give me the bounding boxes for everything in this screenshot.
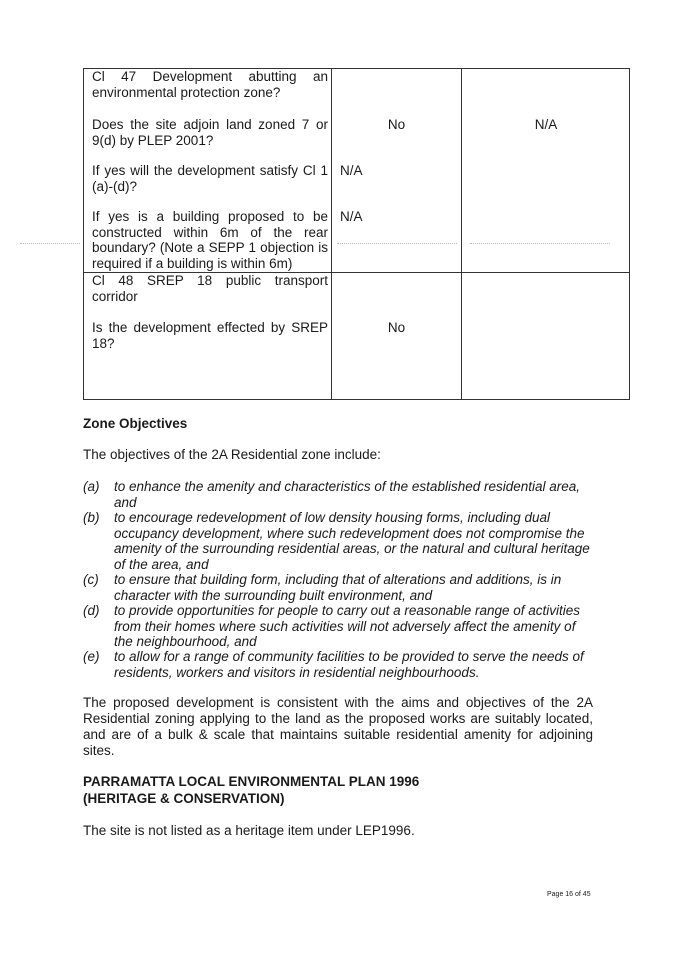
zone-objectives-heading: Zone Objectives xyxy=(83,416,188,431)
objective-item-b xyxy=(83,510,603,572)
dotted-divider-left xyxy=(20,243,80,244)
cl47-title: Cl 47 Development abutting an environmental protection zone? xyxy=(92,69,328,100)
zone-objectives-conclusion: The proposed development is consistent with the aims and objectives of the 2A Residential zoning applying to the land as the proposed works are suitably located, and are of a bulk & scale that maintains suitable residential amenity for adjoining sites. xyxy=(83,695,593,758)
lep-heading-line1: PARRAMATTA LOCAL ENVIRONMENTAL PLAN 1996 xyxy=(83,774,420,789)
objective-label: (c) xyxy=(83,572,99,587)
question-building-rear-boundary: If yes is a building proposed to be constructed within 6m of the rear boundary? (Note a SEPP 1 objection is required if a building is within 6m) xyxy=(92,209,328,271)
answer-adjoin-land: No xyxy=(387,117,406,132)
lep-heritage-text: The site is not listed as a heritage item under LEP1996. xyxy=(83,823,415,838)
question-adjoin-land: Does the site adjoin land zoned 7 or 9(d) by PLEP 2001? xyxy=(92,117,328,148)
objective-label: (d) xyxy=(83,603,100,618)
zone-objectives-intro: The objectives of the 2A Residential zone include: xyxy=(83,447,381,462)
objective-label: (a) xyxy=(83,479,100,494)
objective-label: (b) xyxy=(83,510,100,525)
objective-item-a xyxy=(83,479,603,510)
objective-text: to provide opportunities for people to carry out a reasonable range of activities from their homes where such activities will not adversely affect the amenity of the neighbourhood, and xyxy=(114,603,581,649)
answer-building-rear-boundary: N/A xyxy=(340,209,363,224)
compliance-table xyxy=(83,68,630,400)
answer-satisfy-cl1: N/A xyxy=(340,163,363,178)
question-srep18: Is the development effected by SREP 18? xyxy=(92,320,328,351)
objective-item-e xyxy=(83,649,603,680)
objective-text: to ensure that building form, including that of alterations and additions, is in character with the surrounding built environment, and xyxy=(114,572,562,603)
lep-heading-line2: (HERITAGE & CONSERVATION) xyxy=(83,791,285,806)
objective-text: to encourage redevelopment of low density housing forms, including dual occupancy development, where such redevelopment does not compromise the amenity of the surrounding residential areas, or the natural and cultural heritage of the area, and xyxy=(114,510,590,572)
question-satisfy-cl1: If yes will the development satisfy Cl 1 (a)-(d)? xyxy=(92,163,328,194)
answer-srep18: No xyxy=(387,320,406,335)
objective-item-d xyxy=(83,603,603,649)
page-number: Page 16 of 45 xyxy=(547,891,591,898)
answer-adjoin-land-col3: N/A xyxy=(534,117,558,132)
cl48-title: Cl 48 SREP 18 public transport corridor xyxy=(92,273,328,304)
objective-label: (e) xyxy=(83,649,100,664)
objective-text: to allow for a range of community facilities to be provided to serve the needs of residents, workers and visitors in residential neighbourhoods. xyxy=(114,649,584,680)
objective-text: to enhance the amenity and characteristics of the established residential area, and xyxy=(114,479,581,510)
objective-item-c xyxy=(83,572,603,603)
